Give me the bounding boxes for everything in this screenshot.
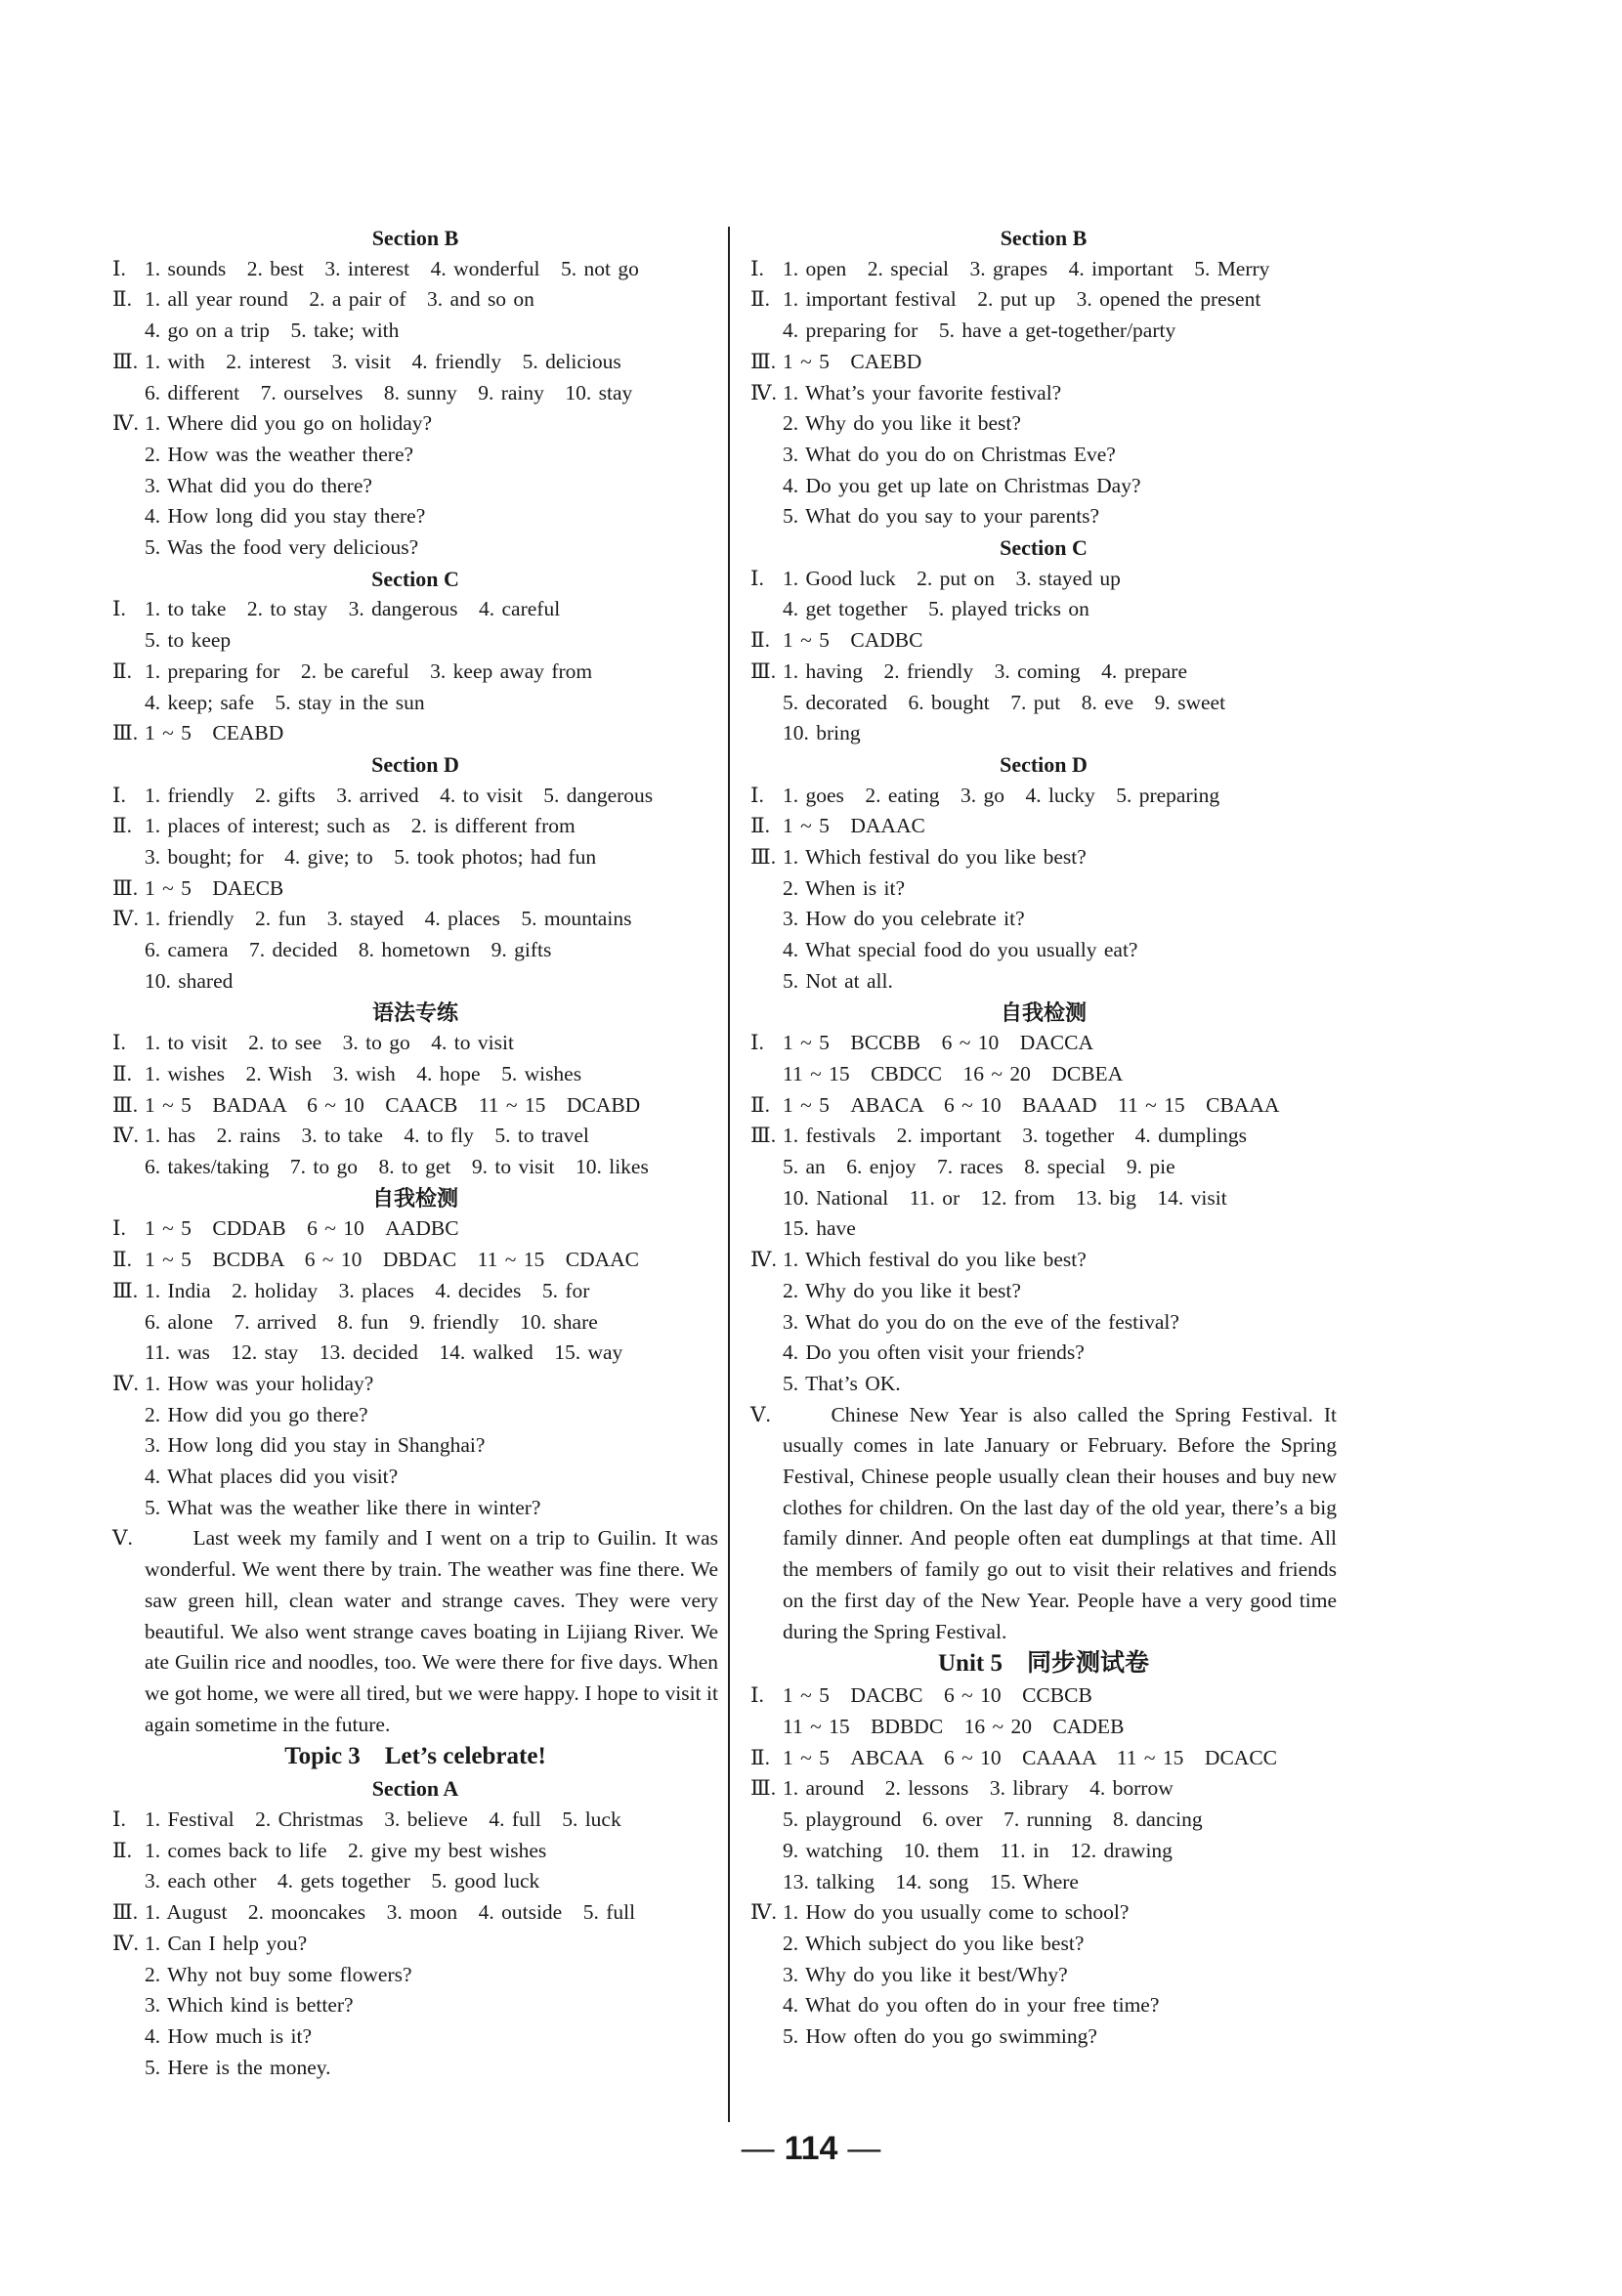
answer-text: 4. How much is it? [145,2023,313,2048]
answer-text: 2. How was the weather there? [145,442,414,466]
question-number: Ⅰ. [112,256,126,280]
question-number: Ⅱ. [112,1248,132,1272]
answer-line [750,842,1337,873]
answer-text: 10. bring [783,721,861,745]
answer-line [112,440,718,471]
answer-line [112,1400,718,1431]
answer-line [112,1028,718,1059]
question-number: Ⅲ. [112,1278,139,1302]
answer-text: 1. places of interest; such as 2. is different from [145,814,576,838]
answer-line [750,688,1337,719]
answer-line [750,1028,1337,1059]
answer-text: 1. has 2. rains 3. to take 4. to fly 5. to travel [145,1124,589,1148]
answer-line [750,1338,1337,1369]
answer-text: 2. Why not buy some flowers? [145,1962,412,1986]
question-number: Ⅱ. [750,628,770,653]
question-number: Ⅱ. [750,1092,770,1117]
answer-text: 6. different 7. ourselves 8. sunny 9. rainy 10. stay [145,380,633,404]
question-number: Ⅴ. [112,1526,133,1551]
answer-text: 1. all year round 2. a pair of 3. and so on [145,287,534,312]
answer-line [750,966,1337,998]
answer-line [750,1307,1337,1339]
answer-text: 4. keep; safe 5. stay in the sun [145,690,425,714]
answer-text: 1. to visit 2. to see 3. to go 4. to visit [145,1031,514,1055]
answer-text: 10. National 11. or 12. from 13. big 14. visit [783,1185,1227,1210]
answer-text: 15. have [783,1216,856,1241]
answer-line [750,408,1337,440]
answer-line [112,1493,718,1524]
question-number: Ⅳ. [112,907,139,931]
answer-text: 1. friendly 2. fun 3. stayed 4. places 5. mountains [145,907,632,931]
answer-line [750,1867,1337,1898]
footer-dash-right: — [847,2130,881,2167]
question-number: Ⅰ. [112,1807,126,1832]
answer-text: 2. How did you go there? [145,1402,368,1426]
answer-text: 4. What places did you visit? [145,1465,399,1489]
question-number: Ⅰ. [112,597,126,621]
answer-line [750,564,1337,595]
answer-text: 10. shared [145,968,234,993]
answer-line [112,1805,718,1836]
answer-text: 4. What special food do you usually eat? [783,938,1138,962]
section-heading: Topic 3 Let’s celebrate! [284,1743,546,1770]
answer-line [112,594,718,625]
answer-text: 1. sounds 2. best 3. interest 4. wonderful 5. not go [145,256,639,280]
answer-text: 1. festivals 2. important 3. together 4. dumplings [783,1124,1247,1148]
answer-line [112,718,718,749]
answer-text: 5. What was the weather like there in winter? [145,1495,541,1519]
question-number: Ⅲ. [750,1124,777,1148]
footer-dash-left: — [741,2130,775,2167]
answer-text: 1. What’s your favorite festival? [783,380,1062,404]
answer-text: 4. get together 5. played tricks on [783,597,1089,621]
answer-line [750,1773,1337,1805]
answer-line [750,718,1337,749]
page-footer [0,2130,1622,2168]
answer-line [112,501,718,532]
answer-line [112,811,718,842]
essay-text: Last week my family and I went on a trip to Guilin. It was wonderful. We went there by train. The weather was fine there. We saw green hill, clean water and strange caves. They were very beautiful. We also went strange caves boating in Lijiang River. We ate Guilin rice and noodles, too. We were there for five days. When we got home, we were all tired, but we were happy. I hope to visit it again sometime in the future. [145,1526,718,1736]
essay-answer [750,1400,1337,1648]
answer-line [750,440,1337,471]
answer-line [750,1090,1337,1122]
answer-text: 5. to keep [145,628,232,653]
page-number: 114 [784,2130,838,2167]
answer-text: 1 ~ 5 BADAA 6 ~ 10 CAACB 11 ~ 15 DCABD [145,1092,641,1117]
answer-text: 2. When is it? [783,875,906,900]
answer-line [112,316,718,347]
question-number: Ⅲ. [750,1776,777,1801]
answer-line [112,781,718,812]
question-number: Ⅱ. [750,1745,770,1769]
answer-line [112,1059,718,1090]
answer-text: 5. That’s OK. [783,1371,901,1395]
answer-line [112,1929,718,1960]
answer-text: 1. Can I help you? [145,1931,308,1955]
answer-text: 1. How was your holiday? [145,1371,374,1395]
answer-line [112,1338,718,1369]
answer-text: 1. India 2. holiday 3. places 4. decides 5. for [145,1278,590,1302]
answer-line [112,1960,718,1991]
question-number: Ⅱ. [112,1838,132,1862]
answer-text: 4. preparing for 5. have a get-together/party [783,319,1176,343]
answer-line [112,688,718,719]
answer-line [112,1307,718,1339]
question-number: Ⅲ. [750,659,777,683]
question-number: Ⅱ. [750,287,770,312]
answer-text: 4. Do you often visit your friends? [783,1340,1085,1365]
answer-line [750,1836,1337,1867]
answer-line [750,2021,1337,2053]
answer-line [750,1929,1337,1960]
answer-text: 1. with 2. interest 3. visit 4. friendly 5. delicious [145,349,621,373]
question-number: Ⅳ. [112,411,139,436]
answer-text: 1. having 2. friendly 3. coming 4. prepare [783,659,1188,683]
answer-text: 1 ~ 5 DAECB [145,875,284,900]
answer-text: 3. How do you celebrate it? [783,907,1025,931]
answer-text: 1. Which festival do you like best? [783,845,1087,870]
answer-line [750,1897,1337,1929]
answer-line [112,625,718,657]
answer-text: 3. What did you do there? [145,473,372,497]
answer-line [750,284,1337,316]
answer-line [112,657,718,688]
section-heading: Section C [371,566,459,591]
question-number: Ⅱ. [112,1061,132,1085]
question-number: Ⅰ. [750,1031,764,1055]
answer-text: 9. watching 10. them 11. in 12. drawing [783,1838,1173,1862]
section-heading: 自我检测 [1000,999,1087,1025]
question-number: Ⅲ. [750,845,777,870]
answer-text: 1. Good luck 2. put on 3. stayed up [783,566,1121,590]
section-heading: Section A [371,1776,459,1802]
answer-text: 1 ~ 5 CAEBD [783,349,922,373]
answer-text: 1. goes 2. eating 3. go 4. lucky 5. preparing [783,783,1220,807]
answer-line [112,1462,718,1493]
answer-line [112,1990,718,2021]
answer-line [750,1369,1337,1400]
answer-text: 1 ~ 5 CEABD [145,721,284,745]
answer-text: 6. alone 7. arrived 8. fun 9. friendly 10. share [145,1309,598,1334]
answer-line [750,378,1337,409]
answer-line [750,1213,1337,1245]
question-number: Ⅲ. [112,721,139,745]
question-number: Ⅰ. [112,1031,126,1055]
answer-line [750,1121,1337,1152]
question-number: Ⅲ. [112,349,139,373]
answer-text: 1. Festival 2. Christmas 3. believe 4. full 5. luck [145,1807,621,1832]
answer-line [112,966,718,998]
answer-text: 3. Why do you like it best/Why? [783,1962,1068,1986]
answer-text: 1 ~ 5 BCDBA 6 ~ 10 DBDAC 11 ~ 15 CDAAC [145,1248,640,1272]
answer-text: 4. go on a trip 5. take; with [145,319,400,343]
answer-text: 3. What do you do on Christmas Eve? [783,442,1116,466]
section-heading: Section B [371,226,459,250]
answer-text: 5. Here is the money. [145,2055,331,2079]
answer-text: 1. Which festival do you like best? [783,1248,1087,1272]
answer-text: 6. takes/taking 7. to go 8. to get 9. to visit 10. likes [145,1155,649,1179]
answer-line [112,1369,718,1400]
answer-line [750,1059,1337,1090]
answer-line [750,1680,1337,1712]
question-number: Ⅰ. [750,566,764,590]
answer-text: 3. Which kind is better? [145,1993,354,2018]
answer-text: 1 ~ 5 CADBC [783,628,923,653]
answer-text: 1. preparing for 2. be careful 3. keep away from [145,659,593,683]
answer-text: 11 ~ 15 BDBDC 16 ~ 20 CADEB [783,1714,1125,1738]
answer-line [112,284,718,316]
section-heading: 自我检测 [371,1185,458,1211]
answer-line [750,1805,1337,1836]
answer-text: 3. bought; for 4. give; to 5. took photos; had fun [145,845,597,870]
question-number: Ⅳ. [750,380,777,404]
answer-text: 1. open 2. special 3. grapes 4. important 5. Merry [783,256,1270,280]
answer-line [750,501,1337,532]
answer-line [112,1836,718,1867]
answer-text: 1. around 2. lessons 3. library 4. borrow [783,1776,1174,1801]
question-number: Ⅱ. [112,287,132,312]
question-number: Ⅱ. [750,814,770,838]
answer-line [112,1213,718,1245]
section-heading: Unit 5 同步测试卷 [938,1650,1149,1678]
question-number: Ⅰ. [750,1683,764,1708]
answer-line [750,471,1337,502]
essay-answer [112,1523,718,1740]
answer-line [112,842,718,873]
answer-text: 1. wishes 2. Wish 3. wish 4. hope 5. wishes [145,1061,582,1085]
answer-text: 5. playground 6. over 7. running 8. dancing [783,1807,1203,1832]
answer-text: 4. What do you often do in your free time? [783,1993,1160,2018]
answer-line [112,378,718,409]
answer-text: 1 ~ 5 CDDAB 6 ~ 10 AADBC [145,1216,459,1241]
answer-text: 3. What do you do on the eve of the festival? [783,1309,1179,1334]
answer-line [112,873,718,905]
answer-line [750,1960,1337,1991]
right-column [750,223,1337,2053]
question-number: Ⅳ. [750,1248,777,1272]
question-number: Ⅲ. [112,1900,139,1925]
answer-line [112,1152,718,1183]
answer-text: 1 ~ 5 ABCAA 6 ~ 10 CAAAA 11 ~ 15 DCACC [783,1745,1278,1769]
question-number: Ⅰ. [750,783,764,807]
question-number: Ⅳ. [112,1124,139,1148]
answer-line [750,1245,1337,1276]
answer-line [750,347,1337,378]
answer-text: 2. Why do you like it best? [783,1278,1021,1302]
answer-text: 3. How long did you stay in Shanghai? [145,1433,486,1458]
answer-text: 11 ~ 15 CBDCC 16 ~ 20 DCBEA [783,1061,1124,1085]
answer-line [112,1897,718,1929]
answer-text: 1. to take 2. to stay 3. dangerous 4. careful [145,597,561,621]
answer-text: 1 ~ 5 DACBC 6 ~ 10 CCBCB [783,1683,1092,1708]
answer-line [112,2021,718,2053]
answer-text: 4. How long did you stay there? [145,504,426,529]
answer-text: 1. comes back to life 2. give my best wishes [145,1838,547,1862]
section-heading: Section D [1000,751,1088,777]
answer-text: 1 ~ 5 BCCBB 6 ~ 10 DACCA [783,1031,1093,1055]
essay-text: Chinese New Year is also called the Spring Festival. It usually comes in late January or February. Before the Spring Festival, Chinese people usually clean their houses and buy new clothes for children. On the last day of the old year, there’s a big family dinner. And people often eat dumplings at that time. All the members of family go out to visit their relatives and friends on the first day of the New Year. People have a very good time during the Spring Festival. [783,1402,1337,1643]
question-number: Ⅳ. [750,1900,777,1925]
answer-text: 1. important festival 2. put up 3. opened the present [783,287,1261,312]
answer-line [750,657,1337,688]
answer-line [750,594,1337,625]
answer-line [750,904,1337,935]
answer-line [112,904,718,935]
answer-text: 5. What do you say to your parents? [783,504,1100,529]
answer-text: 1. How do you usually come to school? [783,1900,1130,1925]
answer-line [750,254,1337,285]
answer-text: 11. was 12. stay 13. decided 14. walked 15. way [145,1340,623,1365]
answer-text: 3. each other 4. gets together 5. good luck [145,1869,540,1893]
section-heading: Section B [1000,226,1088,250]
answer-line [750,873,1337,905]
answer-text: 4. Do you get up late on Christmas Day? [783,473,1141,497]
question-number: Ⅲ. [112,1092,139,1117]
question-number: Ⅲ. [112,875,139,900]
section-heading: Section D [371,751,459,777]
answer-line [750,1990,1337,2021]
answer-text: 2. Which subject do you like best? [783,1931,1085,1955]
answer-line [750,316,1337,347]
answer-line [112,935,718,966]
answer-line [112,1430,718,1462]
answer-line [750,1152,1337,1183]
answer-line [750,625,1337,657]
question-number: Ⅲ. [750,349,777,373]
answer-text: 5. Not at all. [783,968,893,993]
answer-line [750,1743,1337,1774]
question-number: Ⅱ. [112,659,132,683]
answer-line [112,1121,718,1152]
answer-text: 5. decorated 6. bought 7. put 8. eve 9. sweet [783,690,1226,714]
question-number: Ⅰ. [750,256,764,280]
answer-line [750,935,1337,966]
answer-text: 1. August 2. mooncakes 3. moon 4. outside 5. full [145,1900,636,1925]
answer-line [750,1276,1337,1307]
answer-text: 2. Why do you like it best? [783,411,1021,436]
answer-text: 5. Was the food very delicious? [145,535,419,560]
question-number: Ⅴ. [750,1402,771,1426]
answer-line [112,254,718,285]
answer-text: 1. friendly 2. gifts 3. arrived 4. to visit 5. dangerous [145,783,654,807]
answer-line [112,532,718,564]
answer-text: 13. talking 14. song 15. Where [783,1869,1079,1893]
question-number: Ⅰ. [112,1216,126,1241]
answer-line [750,811,1337,842]
answer-line [112,2053,718,2084]
answer-text: 1 ~ 5 DAAAC [783,814,925,838]
answer-text: 5. an 6. enjoy 7. races 8. special 9. pie [783,1155,1175,1179]
answer-line [750,1183,1337,1214]
answer-text: 6. camera 7. decided 8. hometown 9. gifts [145,938,552,962]
answer-line [112,471,718,502]
question-number: Ⅳ. [112,1371,139,1395]
answer-text: 1. Where did you go on holiday? [145,411,433,436]
answer-line [112,1276,718,1307]
column-divider [728,227,730,2122]
answer-line [750,1712,1337,1743]
answer-line [112,1245,718,1276]
answer-line [750,781,1337,812]
section-heading: Section C [1000,535,1088,561]
question-number: Ⅰ. [112,783,126,807]
answer-line [112,1866,718,1897]
answer-text: 1 ~ 5 ABACA 6 ~ 10 BAAAD 11 ~ 15 CBAAA [783,1092,1280,1117]
left-column [112,223,718,2083]
answer-line [112,408,718,440]
answer-line [112,347,718,378]
answer-text: 5. How often do you go swimming? [783,2024,1097,2049]
question-number: Ⅳ. [112,1931,139,1955]
question-number: Ⅱ. [112,814,132,838]
section-heading: 语法专练 [371,999,458,1025]
answer-line [112,1090,718,1122]
